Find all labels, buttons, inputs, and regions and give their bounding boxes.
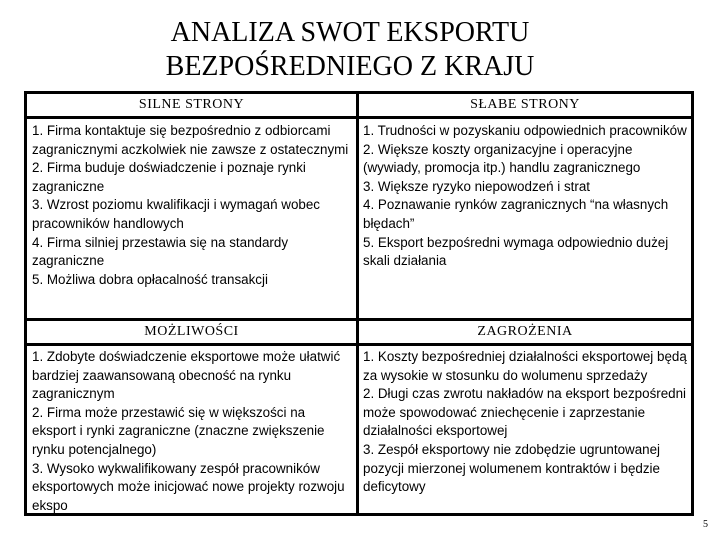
list-item: 2. Długi czas zwrotu nakładów na eksport bezpośredni może spowodować zniechęcenie i zaprzestanie działalności eksportowej [363, 386, 687, 439]
list-item: 2. Firma buduje doświadczenie i poznaje rynki zagraniczne [32, 160, 306, 194]
header-divider-top [27, 116, 691, 119]
opportunities-list [32, 348, 352, 515]
swot-table [24, 91, 694, 516]
list-item: 1. Firma kontaktuje się bezpośrednio z odbiorcami zagranicznymi aczkolwiek nie zawsze z ostatecznymi [32, 123, 349, 157]
list-item: 3. Wysoko wykwalifikowany zespół pracowników eksportowych może inicjować nowe projekty rozwoju ekspo [32, 460, 345, 513]
weaknesses-header: SŁABE STRONY [470, 97, 580, 112]
header-divider-bottom [27, 343, 691, 346]
strengths-list [32, 122, 352, 289]
list-item: 3. Większe ryzyko niepowodzeń i strat [363, 178, 590, 194]
list-item: 3. Zespół eksportowy nie zdobędzie ugruntowanej pozycji mierzonej wolumenem kontraktów i będzie deficytowy [363, 441, 661, 495]
list-item: 5. Eksport bezpośredni wymaga odpowiednio dużej skali działania [363, 234, 669, 269]
opportunities-header: MOŻLIWOŚCI [144, 324, 239, 339]
list-item: 1. Zdobyte doświadczenie eksportowe może ułatwić bardziej zaawansowaną obecność na rynku zagranicznym [32, 349, 341, 402]
page-title [0, 16, 700, 84]
threats-list [363, 348, 693, 497]
weaknesses-list [363, 122, 693, 271]
list-item: 5. Możliwa dobra opłacalność transakcji [32, 271, 268, 287]
strengths-header: SILNE STRONY [138, 97, 245, 112]
list-item: 4. Firma silniej przestawia się na standardy zagraniczne [32, 234, 289, 269]
title-line-1: ANALIZA SWOT EKSPORTU [170, 17, 530, 48]
list-item: 4. Poznawanie rynków zagranicznych “na własnych błędach” [363, 197, 669, 231]
list-item: 2. Firma może przestawić się w większości na eksport i rynki zagraniczne (znaczne zwiększenie rynku potencjalnego) [32, 404, 325, 457]
page-number: 5 [703, 519, 708, 530]
list-item: 2. Większe koszty organizacyjne i operacyjne (wywiady, promocja itp.) handlu zagranicznego [363, 141, 641, 176]
threats-header: ZAGROŻENIA [477, 324, 573, 339]
list-item: 1. Trudności w pozyskaniu odpowiednich pracowników [363, 123, 687, 138]
list-item: 3. Wzrost poziomu kwalifikacji i wymagań wobec pracowników handlowych [32, 197, 320, 231]
list-item: 1. Koszty bezpośredniej działalności eksportowej będą za wysokie w stosunku do wolumenu sprzedaży [363, 349, 687, 383]
title-line-2: BEZPOŚREDNIEGO Z KRAJU [165, 51, 535, 82]
column-divider [356, 94, 359, 513]
